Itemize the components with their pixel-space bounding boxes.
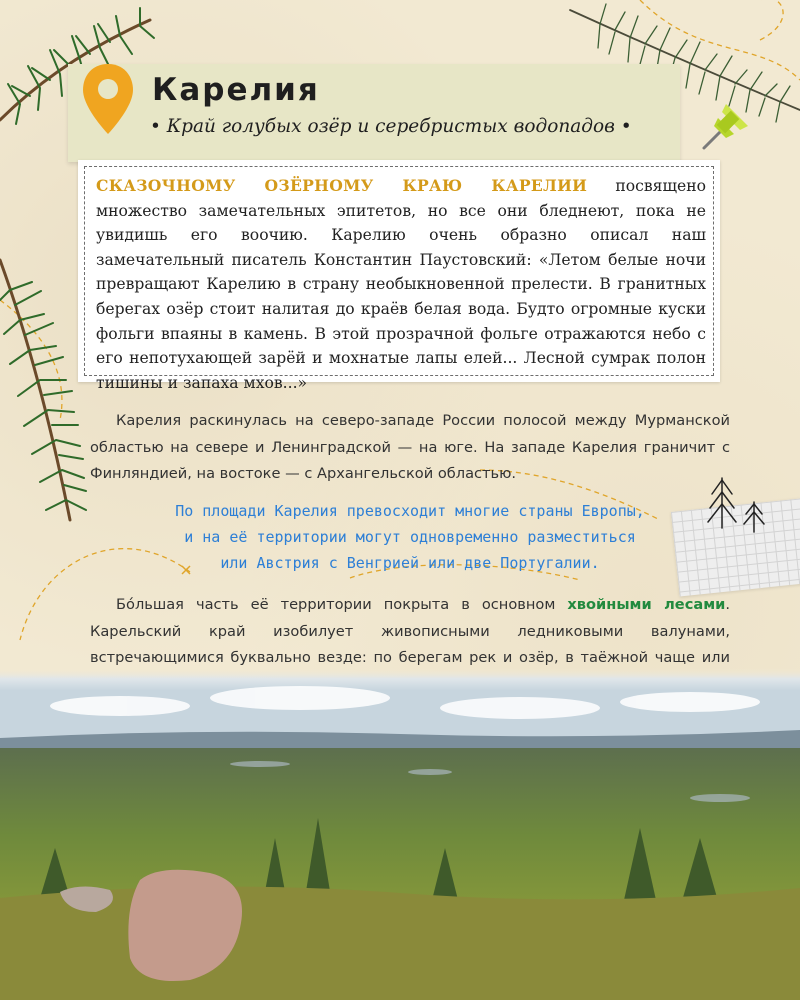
paragraph-forests-before: Бо́льшая часть её территории покрыта в основном (116, 596, 568, 613)
quote-body: посвящено множество замечательных эпитетов, но все они бледнеют, пока не увидишь его воочию. Карелию очень образно описал наш замечательный писатель Константин Паустовский: «Летом белые ночи превращают Карелию в страну необыкновенной прелести. В гранитных берегах озёр стоит налитая до краёв белая вода. Будто огромные куски фольги впаяны в камень. В этой прозрачной фольге отражаются небо с его непотухающей зарёй и мохнатые лапы елей... Лесной сумрак полон тишины и запаха мхов...» (96, 177, 706, 392)
paragraph-geography-text: Карелия раскинулась на северо-западе России полосой между Мурманской областью на севере и Ленинградской — на юге. На западе Карелия граничит с Финляндией, на востоке — с Архангельской областью. (90, 412, 730, 482)
paragraph-forests-highlight: хвойными лесами (567, 596, 726, 613)
fact-line-3: или Австрия с Венгрией или две Португалии. (220, 554, 600, 572)
fact-callout (140, 498, 680, 576)
page-title: Карелия (152, 72, 320, 108)
page-subtitle: • Край голубых озёр и серебристых водопадов • (150, 116, 632, 137)
fact-line-2: и на её территории могут одновременно разместиться (184, 528, 636, 546)
location-pin-icon (80, 62, 136, 138)
tree-doodle-icon (700, 468, 770, 538)
paragraph-geography (90, 408, 730, 488)
karelia-landscape-photo (0, 668, 800, 1000)
quote-card (78, 160, 720, 392)
pushpin-icon (696, 96, 756, 156)
quote-lead: СКАЗОЧНОМУ ОЗЁРНОМУ КРАЮ КАРЕЛИИ (96, 176, 588, 195)
paragraph-forests-after: . Карельский край изобилует живописными ледниковыми валунами, встречающимися буквально везде: по берегам рек и озёр, в таёжной чаще или (90, 596, 730, 666)
fact-line-1: По площади Карелия превосходит многие страны Европы, (175, 502, 645, 520)
quote-text (96, 174, 706, 395)
fir-branch-icon (0, 250, 90, 530)
